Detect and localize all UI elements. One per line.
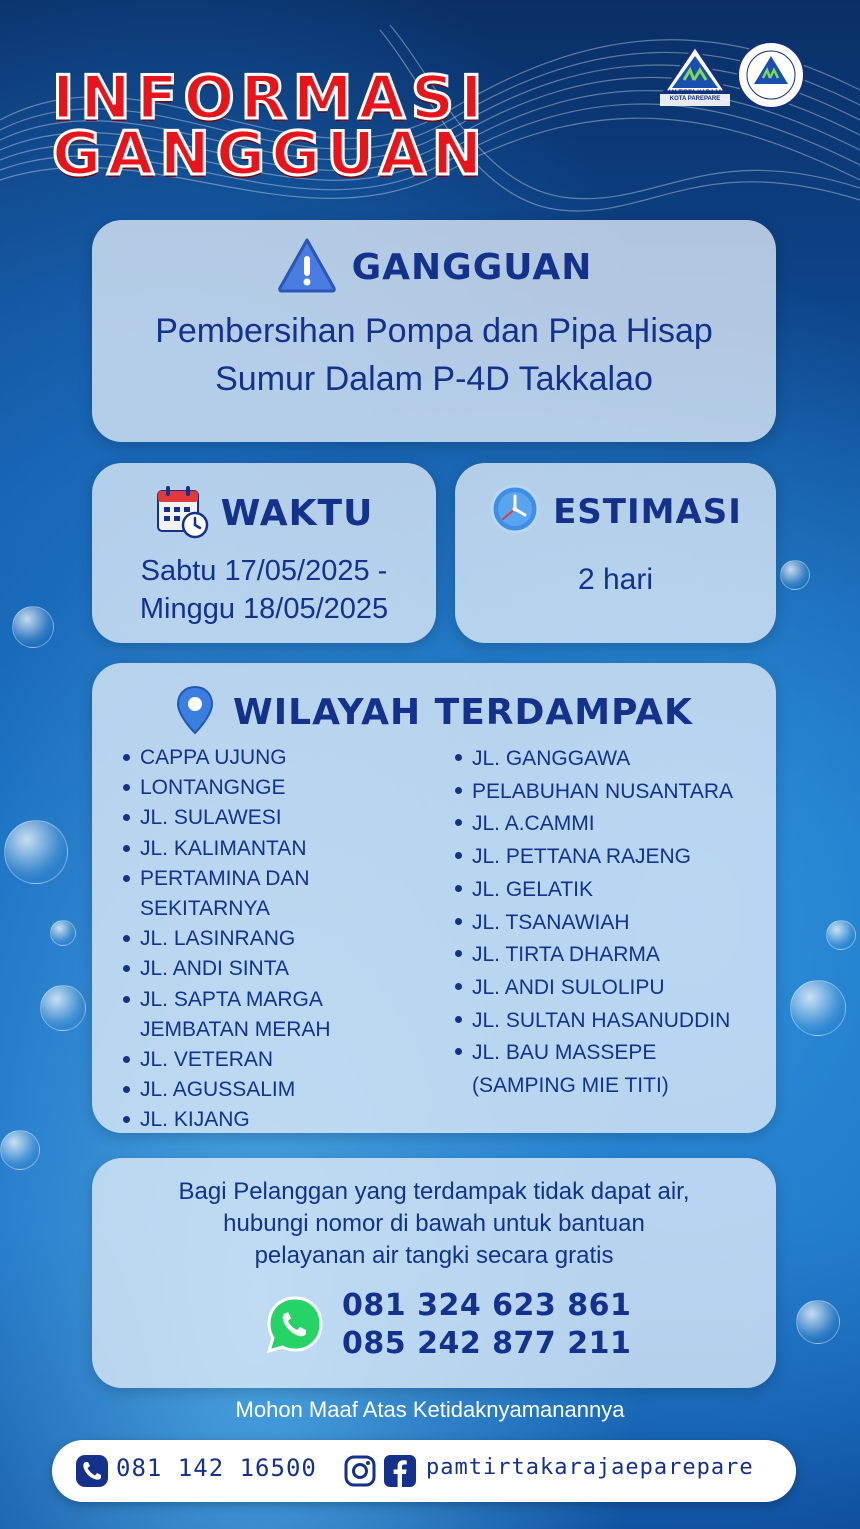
- list-item: JL. SULAWESI: [120, 803, 420, 833]
- area-list-right: [452, 743, 762, 1103]
- water-droplet: [4, 820, 68, 884]
- clock-icon: [489, 483, 541, 540]
- instagram-icon[interactable]: [344, 1455, 376, 1492]
- footer-social-handle[interactable]: pamtirtakarajaeparepare: [426, 1455, 754, 1480]
- list-item: JL. GANGGAWA: [452, 743, 762, 776]
- water-droplet: [796, 1300, 840, 1344]
- water-droplet: [780, 560, 810, 590]
- contact-phone-1[interactable]: 081 324 623 861: [342, 1288, 632, 1323]
- title-line-2: GANGGUAN: [52, 119, 488, 189]
- apology-text: Mohon Maaf Atas Ketidaknyamanannya: [235, 1397, 625, 1422]
- list-item: JL. GELATIK: [452, 874, 762, 907]
- humas-protokoler-logo: [736, 40, 806, 110]
- water-droplet: [40, 985, 86, 1031]
- water-droplet: [826, 920, 856, 950]
- list-item: JL. AGUSSALIM: [120, 1075, 420, 1105]
- footer-phone[interactable]: 081 142 16500: [116, 1454, 317, 1482]
- gangguan-description-line-1: Pembersihan Pompa dan Pipa Hisap: [155, 312, 713, 350]
- estimasi-value: 2 hari: [577, 563, 654, 596]
- list-item: LONTANGNGE: [120, 773, 420, 803]
- estimasi-card: [455, 463, 776, 643]
- calendar-clock-icon: [155, 483, 209, 544]
- list-item: JL. PETTANA RAJENG: [452, 841, 762, 874]
- wilayah-terdampak-card: [92, 663, 776, 1133]
- title-line-1: INFORMASI: [52, 63, 489, 133]
- waktu-end: Minggu 18/05/2025: [139, 593, 389, 625]
- contact-info-line-3: pelayanan air tangki secara gratis: [254, 1242, 614, 1269]
- estimasi-heading: ESTIMASI: [553, 491, 742, 532]
- contact-info-line-1: Bagi Pelanggan yang terdampak tidak dapat air,: [178, 1178, 690, 1205]
- list-item: CAPPA UJUNG: [120, 743, 420, 773]
- list-item: JL. ANDI SULOLIPU: [452, 972, 762, 1005]
- list-item: PERTAMINA DAN SEKITARNYA: [120, 864, 350, 924]
- contact-phone-2[interactable]: 085 242 877 211: [342, 1326, 632, 1361]
- list-item: JL. BAU MASSEPE (SAMPING MIE TITI): [452, 1037, 702, 1102]
- water-droplet: [0, 1130, 40, 1170]
- whatsapp-icon[interactable]: [264, 1294, 326, 1361]
- warning-icon: [276, 236, 338, 299]
- waktu-start: Sabtu 17/05/2025 -: [140, 555, 388, 587]
- list-item: JL. A.CAMMI: [452, 808, 762, 841]
- water-droplet: [12, 606, 54, 648]
- list-item: JL. LASINRANG: [120, 924, 420, 954]
- phone-icon: [76, 1455, 108, 1492]
- waktu-card: [92, 463, 436, 643]
- waktu-heading: WAKTU: [220, 493, 374, 534]
- list-item: JL. TIRTA DHARMA: [452, 939, 762, 972]
- logo-caption: PAM TIRTA KARAJAE KOTA PAREPARE: [663, 90, 727, 102]
- list-item: JL. KIJANG: [120, 1105, 420, 1135]
- water-droplet: [50, 920, 76, 946]
- list-item: JL. TSANAWIAH: [452, 907, 762, 940]
- water-droplet: [790, 980, 846, 1036]
- gangguan-card: [92, 220, 776, 442]
- area-list-left: [120, 743, 420, 1136]
- list-item: JL. KALIMANTAN: [120, 834, 420, 864]
- gangguan-description-line-2: Sumur Dalam P-4D Takkalao: [215, 360, 653, 398]
- gangguan-heading: GANGGUAN: [351, 247, 593, 288]
- list-item: PELABUHAN NUSANTARA: [452, 776, 762, 809]
- facebook-icon[interactable]: [384, 1455, 416, 1492]
- contact-card: [92, 1158, 776, 1388]
- list-item: JL. SAPTA MARGA JEMBATAN MERAH: [120, 985, 370, 1045]
- wilayah-heading: WILAYAH TERDAMPAK: [233, 692, 693, 733]
- list-item: JL. VETERAN: [120, 1045, 420, 1075]
- contact-info-line-2: hubungi nomor di bawah untuk bantuan: [223, 1210, 645, 1237]
- footer-contact-bar: [52, 1440, 796, 1502]
- location-pin-icon: [175, 685, 215, 740]
- pam-tirta-karajae-logo: [660, 40, 730, 110]
- list-item: JL. SULTAN HASANUDDIN: [452, 1005, 762, 1038]
- list-item: JL. ANDI SINTA: [120, 954, 420, 984]
